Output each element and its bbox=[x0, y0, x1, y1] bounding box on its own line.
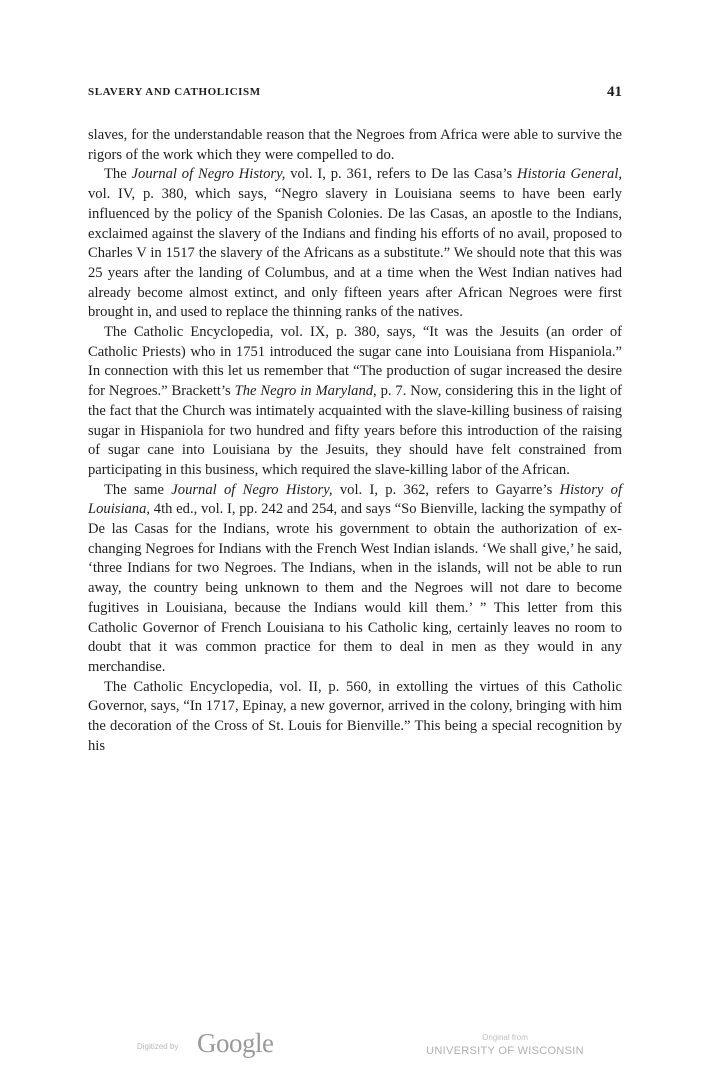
p3-title-negro-maryland: The Negro in Maryland, bbox=[234, 383, 377, 400]
p2-text: vol. IV, p. 380, which says, “Negro slavery in Louisiana seems to have been early influenced by the policy of the Spanish Colonies. De las Casas, an apostle to the Indians, exclaimed against the slavery of the Indians and finding his efforts of no avail, proposed to Charles V in 1517 the slavery of the Africans as a substitute.” We should note that this was 25 years after the landing of Columbus, and at a time when the West Indian natives had already become almost extinct, and only fifteen years after African Negroes were first brought in, and used to replace the thinning ranks of the natives. bbox=[88, 186, 622, 321]
p4-title-history-louisiana: History of Louisiana, bbox=[88, 481, 623, 518]
p4-text: vol. I, p. 362, refers to Gayarre’s bbox=[332, 481, 560, 498]
p2-text: vol. I, p. 361, refers to De las Casa’s bbox=[285, 166, 518, 183]
p3-text: p. 7. Now, considering this in the light of the fact that the Church was intimately acquainted with the slave-killing business of raising sugar in Hispaniola for two hundred and fifty years before this introduction of the raising of sugar cane into Louisiana by the Jesuits, they should have felt constrained from participating in this business, which required the slave-killing labor of the African. bbox=[88, 383, 622, 478]
p1-text: slaves, for the understandable reason that the Negroes from Africa were able to survive the rigors of the work which they were compelled to do. bbox=[88, 127, 622, 163]
paragraph-1 bbox=[88, 126, 622, 165]
digitization-footer bbox=[0, 1028, 711, 1068]
paragraph-2 bbox=[88, 165, 622, 323]
paragraph-3 bbox=[88, 323, 622, 481]
p4-text: The same bbox=[104, 481, 172, 498]
running-head: SLAVERY AND CATHOLICISM bbox=[88, 86, 261, 98]
university-label: UNIVERSITY OF WISCONSIN bbox=[426, 1045, 584, 1057]
p4-text: 4th ed., vol. I, pp. 242 and 254, and says “So Bienville, lacking the sympathy of De las Casas for the Indians, wrote his government to obtain the authorization of exchanging Negroes for Indians with the French West Indian islands. ‘We shall give,’ he said, ‘three Indians for two Negroes. The Indians, when in the islands, will not be able to run away, the country being unknown to them and the Negroes will not dare to become fugitives in Louisiana, because the Indians would kill them.’ ” This letter from this Catholic Governor of French Louisiana to his Catholic king, certainly leaves no room to doubt that it was common practice for them to deal in men as they would in any merchandise. bbox=[88, 501, 622, 675]
p2-title-journal: Journal of Negro History, bbox=[131, 166, 286, 183]
paragraph-4 bbox=[88, 481, 622, 678]
paragraph-5 bbox=[88, 678, 622, 757]
p2-text: The bbox=[104, 166, 132, 183]
page-number: 41 bbox=[607, 84, 622, 100]
original-from-label: Original from bbox=[482, 1033, 528, 1042]
page-header bbox=[88, 84, 622, 102]
p4-title-journal: Journal of Negro History, bbox=[171, 481, 333, 498]
p3-text: The Catholic Encyclopedia, vol. IX, p. 380, says, “It was the Jesuits (an order of Catholic Priests) who in 1751 introduced the sugar cane into Louisiana from Hispaniola.” In connection with this let us remember that “The production of sugar increased the desire for Negroes.” Brackett’s bbox=[88, 324, 622, 400]
google-logo: Google bbox=[197, 1028, 274, 1058]
p5-text: The Catholic Encyclopedia, vol. II, p. 560, in extolling the virtues of this Catholic Governor, says, “In 1717, Epinay, a new governor, arrived in the colony, bringing with him the decoration of the Cross of St. Louis for Bienville.” This being a special recognition by his bbox=[88, 678, 622, 754]
digitized-by-label: Digitized by bbox=[137, 1042, 179, 1051]
body-text bbox=[88, 126, 622, 757]
p2-title-historia: Historia General, bbox=[517, 166, 623, 183]
